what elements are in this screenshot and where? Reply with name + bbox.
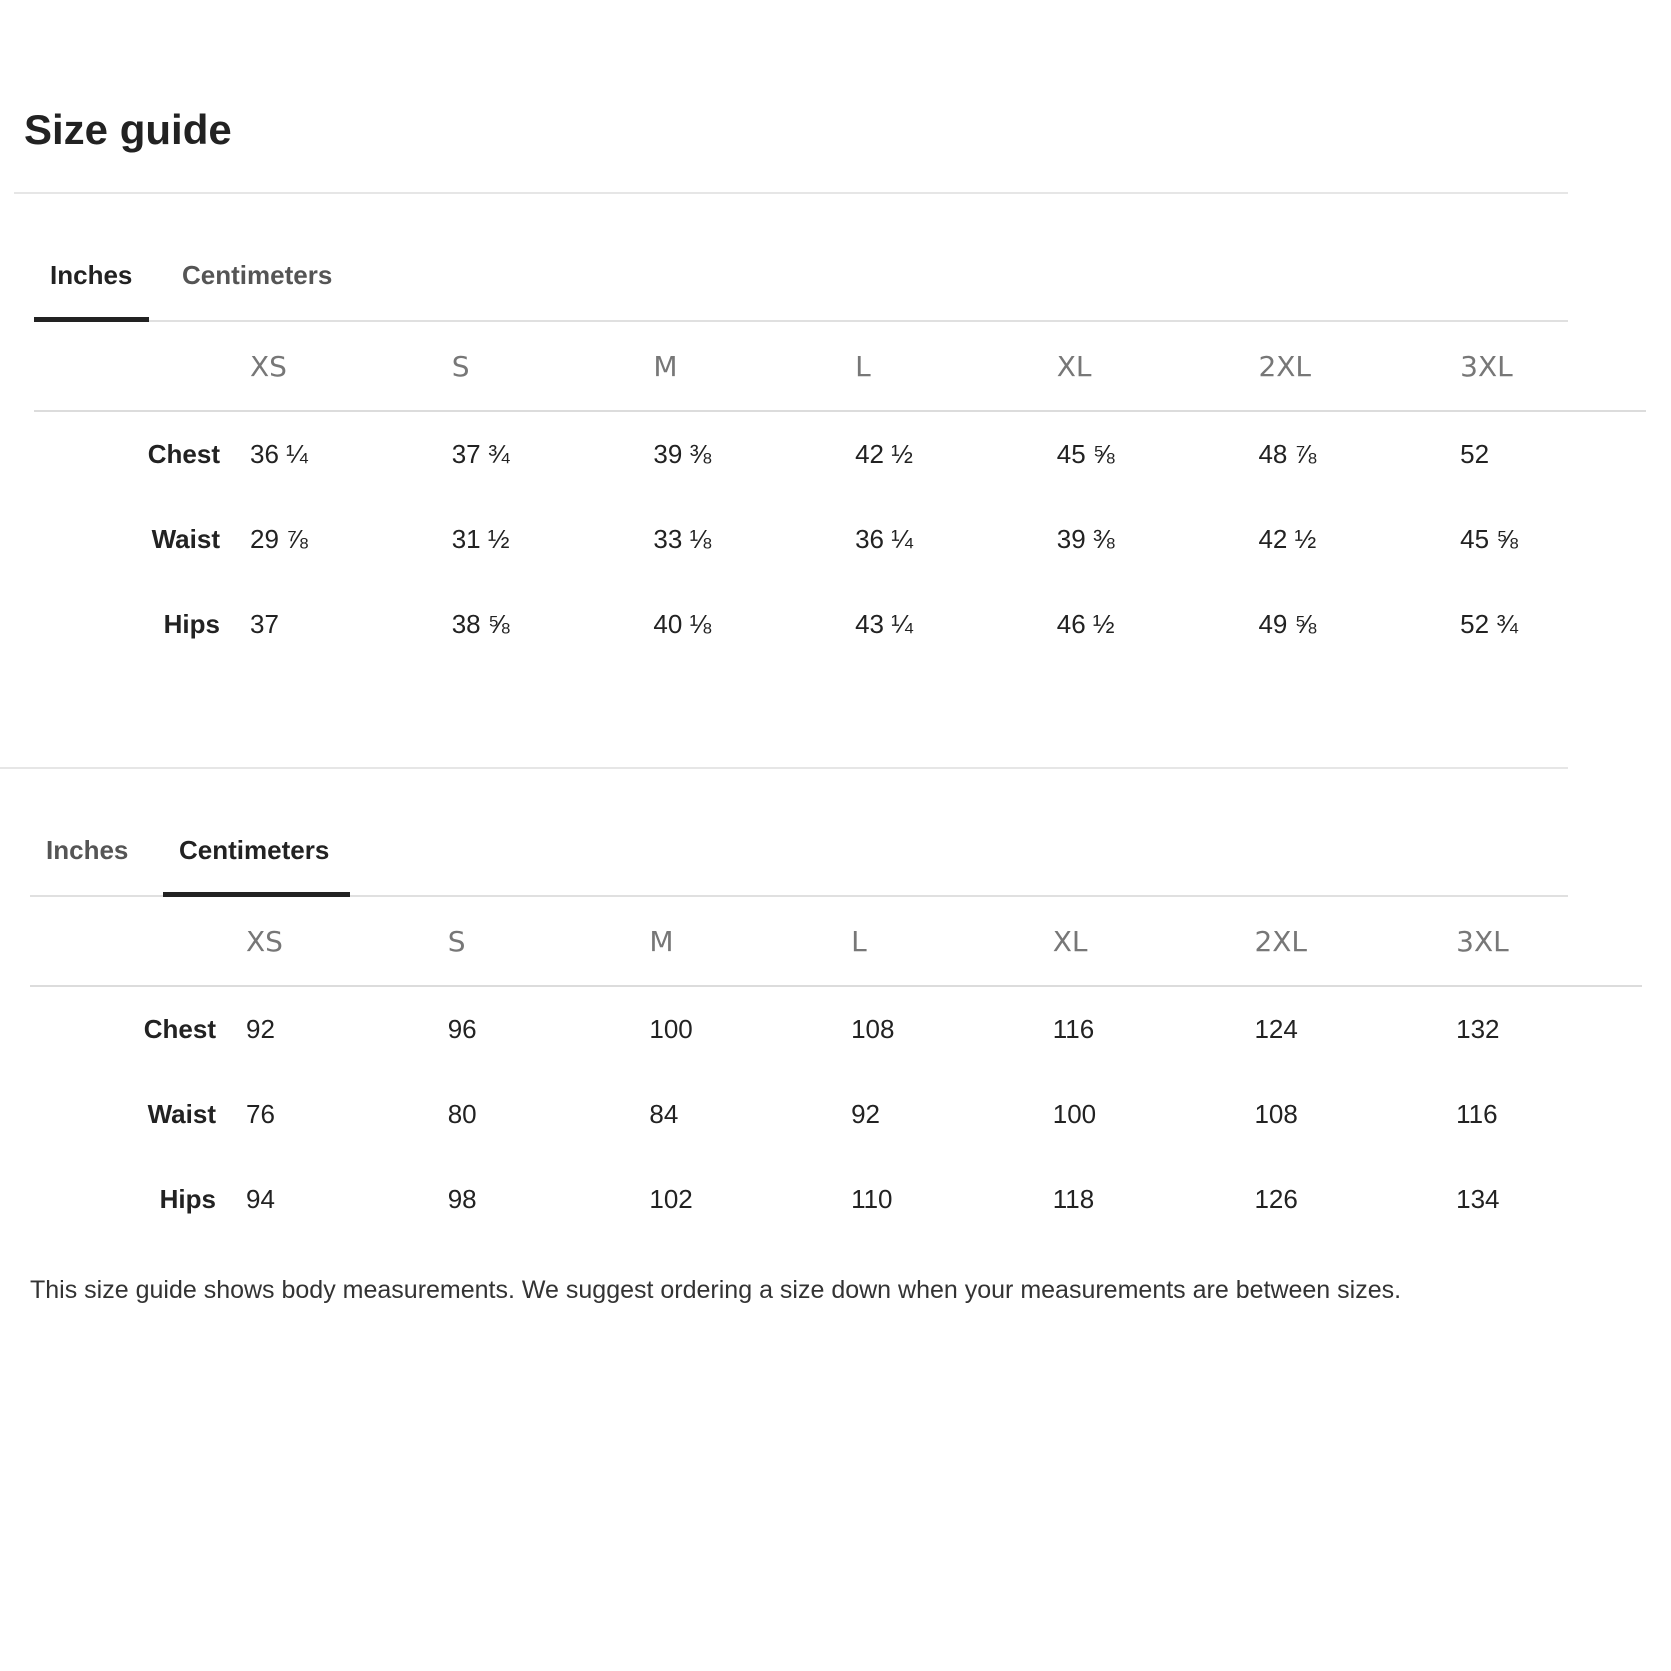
- table-cell: 42 ½: [855, 439, 913, 469]
- table-cell: 132: [1456, 1014, 1500, 1044]
- size-guide-panel-inches: [34, 246, 1568, 667]
- size-header-2xl: 2XL: [1242, 322, 1444, 411]
- table-cell: 43 ¼: [855, 609, 913, 639]
- table-cell: 48 ⅞: [1258, 439, 1317, 469]
- tab-inches[interactable]: Inches: [34, 246, 149, 320]
- table-row-waist: [34, 497, 1646, 582]
- size-guide-panel-centimeters: [30, 821, 1568, 1242]
- table-cell: 116: [1052, 1014, 1095, 1044]
- table-cell: 108: [851, 1014, 895, 1044]
- table-cell: 39 ⅜: [1056, 524, 1115, 554]
- size-header-l: L: [835, 897, 1037, 986]
- size-table-inches: [34, 322, 1646, 667]
- table-cell: 134: [1456, 1184, 1500, 1214]
- unit-tabs: [34, 246, 1568, 322]
- table-row-chest: [30, 986, 1642, 1072]
- row-label-hips: Hips: [163, 609, 220, 639]
- table-cell: 33 ⅛: [653, 524, 712, 554]
- size-header-row: [34, 322, 1646, 411]
- size-header-xs: XS: [234, 322, 436, 411]
- table-cell: 126: [1254, 1184, 1298, 1214]
- unit-tabs: [30, 821, 1568, 897]
- table-cell: 100: [1052, 1099, 1097, 1129]
- size-header-3xl: 3XL: [1444, 322, 1646, 411]
- size-header-l: L: [839, 322, 1041, 411]
- table-row-hips: [34, 582, 1646, 667]
- table-cell: 52 ¾: [1460, 609, 1518, 639]
- size-header-m: M: [633, 897, 835, 986]
- table-cell: 39 ⅜: [653, 439, 712, 469]
- table-cell: 94: [246, 1184, 275, 1214]
- table-cell: 45 ⅝: [1460, 524, 1518, 554]
- table-cell: 37: [250, 609, 279, 639]
- header-corner: [34, 322, 234, 411]
- table-cell: 110: [851, 1184, 893, 1214]
- table-cell: 40 ⅛: [653, 609, 712, 639]
- table-cell: 102: [649, 1184, 693, 1214]
- table-cell: 92: [851, 1099, 880, 1129]
- size-header-xs: XS: [230, 897, 432, 986]
- section-divider: [0, 767, 1568, 769]
- table-cell: 84: [649, 1099, 679, 1129]
- table-cell: 96: [447, 1014, 477, 1044]
- row-label-waist: Waist: [151, 524, 220, 554]
- header-corner: [30, 897, 230, 986]
- size-header-s: S: [432, 897, 634, 986]
- table-row-hips: [30, 1157, 1642, 1242]
- table-cell: 116: [1456, 1099, 1498, 1129]
- table-cell: 37 ¾: [451, 439, 510, 469]
- table-cell: 100: [649, 1014, 693, 1044]
- table-cell: 98: [447, 1184, 477, 1214]
- table-cell: 118: [1052, 1184, 1095, 1214]
- table-cell: 76: [246, 1099, 275, 1129]
- size-guide-note: This size guide shows body measurements. We suggest ordering a size down when your measurements are between sizes.: [30, 1276, 1402, 1304]
- table-cell: 124: [1254, 1014, 1298, 1044]
- table-cell: 52: [1460, 439, 1490, 469]
- table-row-chest: [34, 411, 1646, 497]
- size-header-xl: XL: [1041, 322, 1243, 411]
- size-header-s: S: [436, 322, 638, 411]
- row-label-chest: Chest: [143, 1014, 216, 1044]
- tab-centimeters[interactable]: Centimeters: [163, 821, 350, 895]
- table-cell: 46 ½: [1056, 609, 1115, 639]
- table-row-waist: [30, 1072, 1642, 1157]
- size-header-xl: XL: [1037, 897, 1239, 986]
- row-label-chest: Chest: [147, 439, 220, 469]
- size-header-m: M: [637, 322, 839, 411]
- row-label-hips: Hips: [159, 1184, 216, 1214]
- table-cell: 80: [447, 1099, 477, 1129]
- size-header-3xl: 3XL: [1440, 897, 1642, 986]
- size-header-2xl: 2XL: [1238, 897, 1440, 986]
- table-cell: 45 ⅝: [1056, 439, 1115, 469]
- tab-centimeters[interactable]: Centimeters: [182, 260, 333, 290]
- table-cell: 49 ⅝: [1258, 609, 1317, 639]
- table-cell: 42 ½: [1258, 524, 1317, 554]
- table-cell: 31 ½: [451, 524, 510, 554]
- table-cell: 36 ¼: [855, 524, 913, 554]
- table-cell: 108: [1254, 1099, 1298, 1129]
- page-title: Size guide: [24, 106, 232, 153]
- table-cell: 36 ¼: [250, 439, 308, 469]
- size-header-row: [30, 897, 1642, 986]
- tab-inches[interactable]: Inches: [46, 835, 129, 865]
- size-table-centimeters: [30, 897, 1642, 1242]
- title-divider: [14, 192, 1568, 194]
- table-cell: 29 ⅞: [250, 524, 308, 554]
- table-cell: 38 ⅝: [451, 609, 510, 639]
- table-cell: 92: [246, 1014, 275, 1044]
- row-label-waist: Waist: [147, 1099, 216, 1129]
